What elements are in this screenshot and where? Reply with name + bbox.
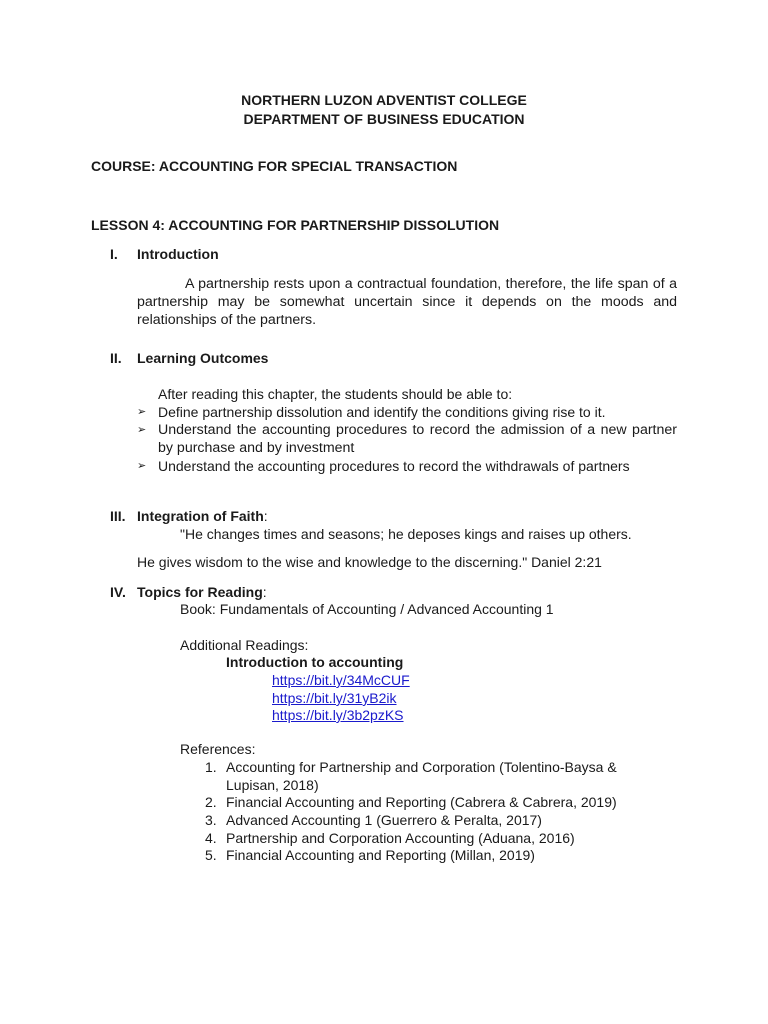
reference-item-continuation: Lupisan, 2018) [226, 777, 319, 793]
institution-name: NORTHERN LUZON ADVENTIST COLLEGE [241, 92, 527, 108]
section-numeral: IV. [110, 584, 126, 600]
reference-item: Partnership and Corporation Accounting (Aduana, 2016) [226, 830, 575, 846]
references-label: References: [180, 741, 256, 757]
section-heading-integration-of-faith [137, 507, 268, 525]
reference-number: 3. [205, 812, 217, 828]
section-heading-learning-outcomes: Learning Outcomes [137, 350, 269, 366]
reference-item: Financial Accounting and Reporting (Cabrera & Cabrera, 2019) [226, 794, 617, 810]
heading-colon: : [262, 584, 267, 600]
reading-link[interactable]: https://bit.ly/34McCUF [272, 672, 410, 688]
heading-colon: : [263, 508, 268, 524]
lesson-title: LESSON 4: ACCOUNTING FOR PARTNERSHIP DISSOLUTION [91, 217, 500, 233]
outcome-item: Define partnership dissolution and identify the conditions giving rise to it. [158, 404, 606, 420]
reference-item: Financial Accounting and Reporting (Millan, 2019) [226, 847, 535, 863]
arrow-bullet-icon: ➢ [137, 460, 147, 472]
reference-number: 2. [205, 794, 217, 810]
section-numeral: III. [110, 508, 126, 524]
reference-item: Accounting for Partnership and Corporation (Tolentino-Baysa & [226, 759, 617, 775]
outcome-item: Understand the accounting procedures to record the withdrawals of partners [158, 458, 630, 474]
reference-item: Advanced Accounting 1 (Guerrero & Peralta, 2017) [226, 812, 542, 828]
reading-link[interactable]: https://bit.ly/31yB2ik [272, 690, 397, 706]
reading-link[interactable]: https://bit.ly/3b2pzKS [272, 707, 404, 723]
arrow-bullet-icon: ➢ [137, 424, 147, 436]
heading-text: Topics for Reading [137, 584, 263, 600]
introduction-paragraph: A partnership rests upon a contractual foundation, therefore, the life span of a partnership may be somewhat uncertain since it depends on the moods and relationships of the partners. [137, 276, 677, 328]
scripture-quote-line: He gives wisdom to the wise and knowledge to the discerning." Daniel 2:21 [137, 554, 602, 570]
heading-text: Integration of Faith [137, 508, 264, 524]
book-line: Book: Fundamentals of Accounting / Advanced Accounting 1 [180, 601, 554, 617]
course-title: COURSE: ACCOUNTING FOR SPECIAL TRANSACTION [91, 158, 458, 174]
department-name: DEPARTMENT OF BUSINESS EDUCATION [243, 111, 525, 127]
additional-readings-title: Introduction to accounting [226, 654, 404, 670]
scripture-quote-line: "He changes times and seasons; he deposes kings and raises up others. [180, 526, 632, 542]
section-numeral: I. [110, 246, 118, 262]
reference-number: 1. [205, 759, 217, 775]
section-numeral: II. [110, 350, 122, 366]
outcomes-lead: After reading this chapter, the students should be able to: [158, 386, 513, 402]
arrow-bullet-icon: ➢ [137, 406, 147, 418]
reference-number: 5. [205, 847, 217, 863]
section-heading-topics-for-reading [137, 583, 267, 601]
reference-number: 4. [205, 830, 217, 846]
section-heading-introduction: Introduction [137, 246, 219, 262]
additional-readings-label: Additional Readings: [180, 637, 309, 653]
outcome-item: Understand the accounting procedures to record the admission of a new partner by purchase and by investment [158, 422, 677, 456]
